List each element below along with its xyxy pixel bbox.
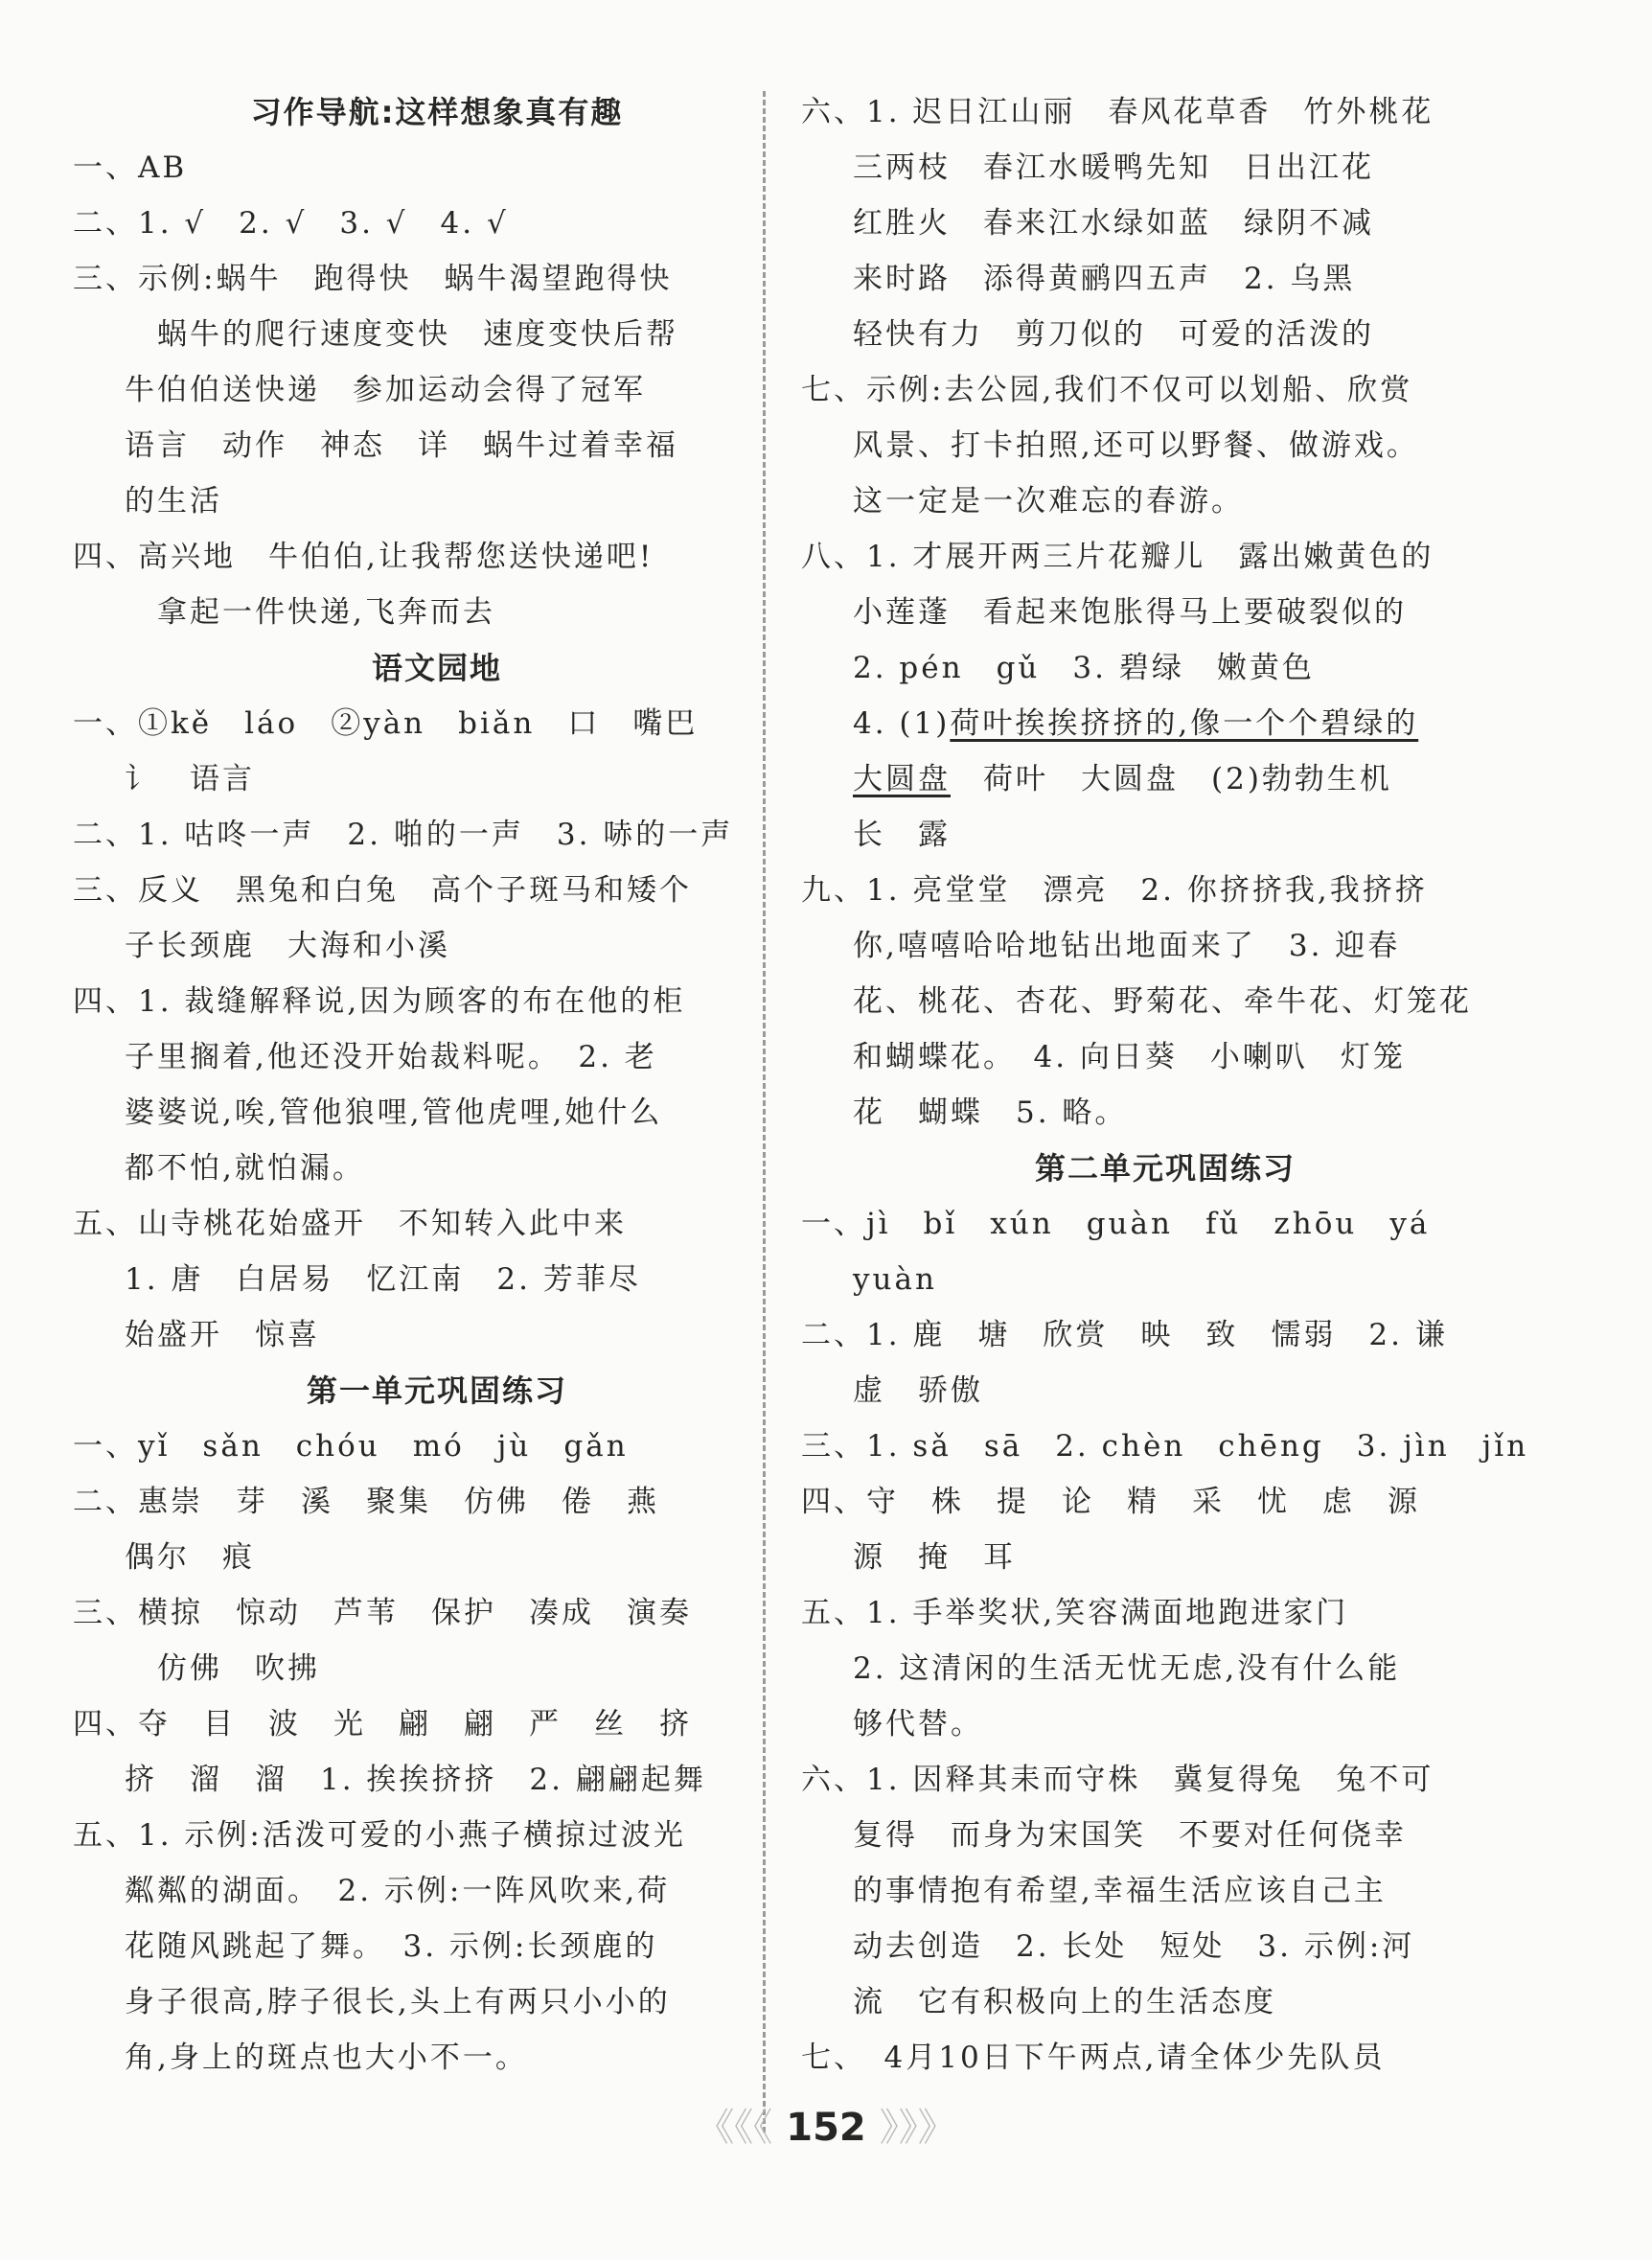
answer-line: 五、1. 示例:活泼可爱的小燕子横掠过波光 <box>73 1818 686 1853</box>
answer-line: 四、守 株 提 论 精 采 忧 虑 源 <box>801 1485 1420 1519</box>
answer-line: 四、1. 裁缝解释说,因为顾客的布在他的柜 <box>73 984 686 1019</box>
answer-line: 始盛开 惊喜 <box>125 1318 320 1352</box>
answer-line: 牛伯伯送快递 参加运动会得了冠军 <box>125 373 646 407</box>
answer-line: 小莲蓬 看起来饱胀得马上要破裂似的 <box>853 595 1407 630</box>
answer-line: 仿佛 吹拂 <box>157 1651 320 1686</box>
answer-line: 花、桃花、杏花、野菊花、牵牛花、灯笼花 <box>853 984 1472 1019</box>
answer-line: 一、AB <box>73 150 188 185</box>
answer-line: 1. 唐 白居易 忆江南 2. 芳菲尽 <box>125 1262 641 1297</box>
answer-line: 挤 溜 溜 1. 挨挨挤挤 2. 翩翩起舞 <box>125 1763 706 1797</box>
answer-line: 三、反义 黑兔和白兔 高个子斑马和矮个 <box>73 873 692 908</box>
section-heading: 习作导航:这样想象真有趣 <box>250 94 624 130</box>
underlined-answer: 荷叶挨挨挤挤的,像一个个碧绿的 <box>950 706 1419 741</box>
answer-line: 风景、打卡拍照,还可以野餐、做游戏。 <box>853 428 1419 463</box>
answer-line: 蜗牛的爬行速度变快 速度变快后帮 <box>157 317 678 352</box>
answer-line: 二、1. 鹿 塘 欣赏 映 致 懦弱 2. 谦 <box>801 1318 1448 1352</box>
section-heading: 语文园地 <box>371 650 502 686</box>
answer-line: 动去创造 2. 长处 短处 3. 示例:河 <box>853 1929 1415 1964</box>
answer-line: 三两枝 春江水暖鸭先知 日出江花 <box>853 150 1374 185</box>
answer-line: 一、①kě láo ②yàn biǎn 口 嘴巴 <box>73 706 699 741</box>
answer-line: 二、1. 咕咚一声 2. 啪的一声 3. 哧的一声 <box>73 818 734 852</box>
answer-line: 七、示例:去公园,我们不仅可以划船、欣赏 <box>801 373 1413 407</box>
answer-line: yuàn <box>853 1262 937 1297</box>
answer-line: 五、山寺桃花始盛开 不知转入此中来 <box>73 1207 627 1241</box>
answer-line: 四、高兴地 牛伯伯,让我帮您送快递吧! <box>73 540 654 574</box>
section-heading: 第一单元巩固练习 <box>306 1372 567 1409</box>
footer-right-mark: 》》》 <box>879 2106 956 2150</box>
answer-line: 这一定是一次难忘的春游。 <box>853 484 1244 519</box>
answer-line: 子长颈鹿 大海和小溪 <box>125 929 450 963</box>
answer-line: 大圆盘 荷叶 大圆盘 (2)勃勃生机 <box>853 762 1392 796</box>
answer-line: 和蝴蝶花。 4. 向日葵 小喇叭 灯笼 <box>853 1040 1406 1074</box>
answer-line: 花随风跳起了舞。 3. 示例:长颈鹿的 <box>125 1929 658 1964</box>
section-heading: 第二单元巩固练习 <box>1034 1150 1296 1187</box>
footer-left-mark: 《《《 <box>696 2106 773 2150</box>
answer-line: 三、示例:蜗牛 跑得快 蜗牛渴望跑得快 <box>73 262 673 296</box>
answer-line: 三、横掠 惊动 芦苇 保护 凑成 演奏 <box>73 1596 692 1630</box>
column-divider <box>763 91 766 2133</box>
answer-line: 都不怕,就怕漏。 <box>125 1151 365 1186</box>
answer-line: 一、jì bǐ xún guàn fǔ zhōu yá <box>801 1207 1431 1241</box>
answer-line: 2. 这清闲的生活无忧无虑,没有什么能 <box>853 1651 1401 1686</box>
answer-line: 五、1. 手举奖状,笑容满面地跑进家门 <box>801 1596 1349 1630</box>
answer-line: 的事情抱有希望,幸福生活应该自己主 <box>853 1874 1387 1908</box>
answer-line: 角,身上的斑点也大小不一。 <box>125 2041 528 2075</box>
answer-line: 4. (1)荷叶挨挨挤挤的,像一个个碧绿的 <box>853 706 1419 741</box>
answer-line: 六、1. 因释其耒而守株 冀复得兔 兔不可 <box>801 1763 1434 1797</box>
answer-line: 身子很高,脖子很长,头上有两只小小的 <box>125 1985 671 2019</box>
answer-line: 流 它有积极向上的生活态度 <box>853 1985 1276 2019</box>
answer-line: 三、1. sǎ sā 2. chèn chēng 3. jìn jǐn <box>801 1429 1529 1464</box>
answer-line: 来时路 添得黄鹂四五声 2. 乌黑 <box>853 262 1356 296</box>
answer-line: 婆婆说,唉,管他狼哩,管他虎哩,她什么 <box>125 1095 663 1130</box>
answer-line: 粼粼的湖面。 2. 示例:一阵风吹来,荷 <box>125 1874 671 1908</box>
answer-line: 拿起一件快递,飞奔而去 <box>157 595 495 630</box>
underlined-answer: 大圆盘 <box>853 762 951 796</box>
answer-line: 讠 语言 <box>125 762 255 796</box>
right-column <box>801 84 1529 2086</box>
answer-line: 偶尔 痕 <box>125 1540 255 1575</box>
answer-line: 一、yǐ sǎn chóu mó jù gǎn <box>73 1429 629 1464</box>
answer-line: 够代替。 <box>853 1707 983 1741</box>
answer-line: 二、惠崇 芽 溪 聚集 仿佛 倦 燕 <box>73 1485 659 1519</box>
answer-line: 四、夺 目 波 光 翩 翩 严 丝 挤 <box>73 1707 692 1741</box>
answer-line: 轻快有力 剪刀似的 可爱的活泼的 <box>853 317 1374 352</box>
answer-line: 七、 4月10日下午两点,请全体少先队员 <box>801 2041 1386 2075</box>
answer-line: 红胜火 春来江水绿如蓝 绿阴不减 <box>853 206 1374 241</box>
answer-line: 复得 而身为宋国笑 不要对任何侥幸 <box>853 1818 1407 1853</box>
answer-line: 的生活 <box>125 484 222 519</box>
answer-line: 长 露 <box>853 818 951 852</box>
answer-line: 六、1. 迟日江山丽 春风花草香 竹外桃花 <box>801 95 1434 129</box>
answer-line: 语言 动作 神态 详 蜗牛过着幸福 <box>125 428 678 463</box>
answer-line: 二、1. √ 2. √ 3. √ 4. √ <box>73 206 509 241</box>
answer-line: 虚 骄傲 <box>853 1373 983 1408</box>
answer-line: 花 蝴蝶 5. 略。 <box>853 1095 1128 1130</box>
answer-line: 八、1. 才展开两三片花瓣儿 露出嫩黄色的 <box>801 540 1434 574</box>
answer-line: 你,嘻嘻哈哈地钻出地面来了 3. 迎春 <box>853 929 1401 963</box>
page-footer <box>0 2097 1652 2152</box>
answer-line: 九、1. 亮堂堂 漂亮 2. 你挤挤我,我挤挤 <box>801 873 1428 908</box>
answer-line: 源 掩 耳 <box>853 1540 1016 1575</box>
answer-line: 2. pén gǔ 3. 碧绿 嫩黄色 <box>853 651 1315 685</box>
answer-line: 子里搁着,他还没开始裁料呢。 2. 老 <box>125 1040 657 1074</box>
left-column <box>73 84 801 2086</box>
page-number: 152 <box>786 2106 866 2150</box>
